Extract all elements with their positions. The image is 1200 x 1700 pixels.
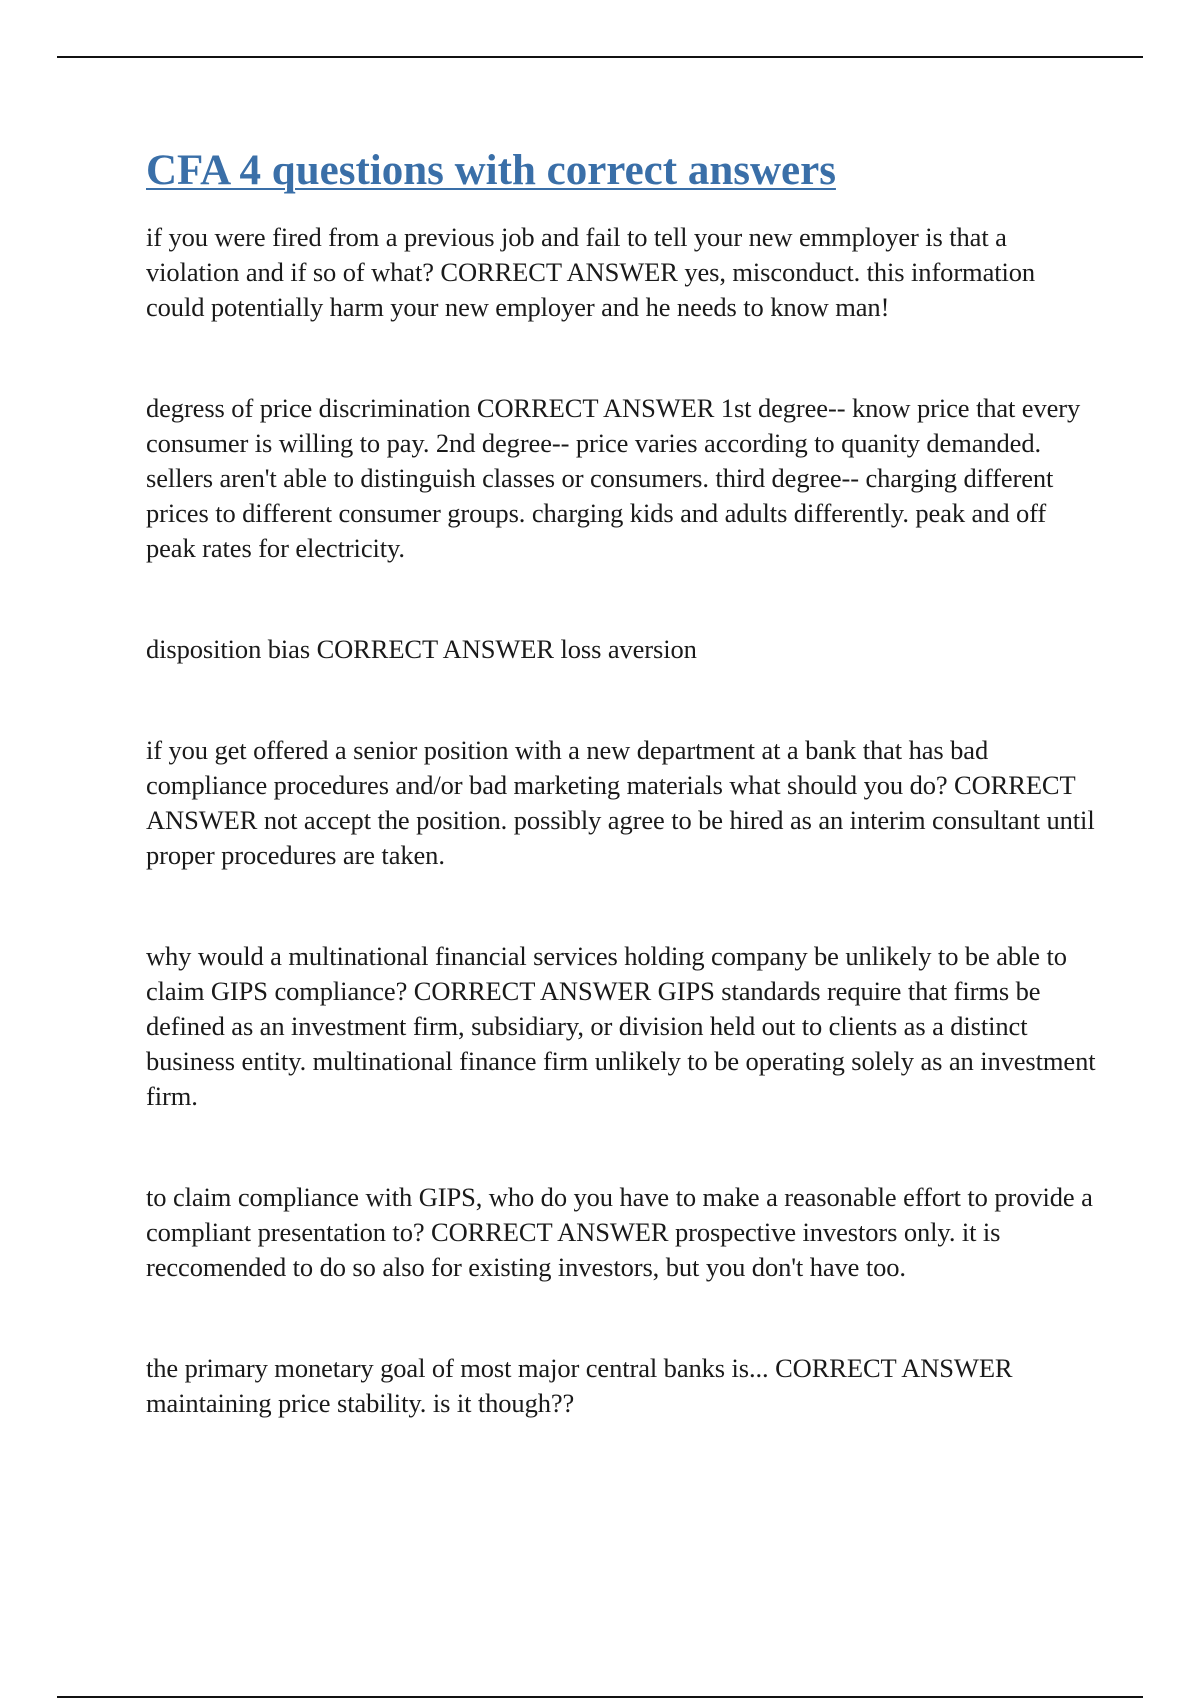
bottom-rule bbox=[57, 1696, 1143, 1698]
qa-entry: if you were fired from a previous job and fail to tell your new emmployer is that a violation and if so of what? CORRECT ANSWER yes, misconduct. this information could potentially harm your new employer and he needs to know man! bbox=[146, 222, 1036, 322]
document-title: CFA 4 questions with correct answers bbox=[146, 147, 836, 194]
qa-entry: to claim compliance with GIPS, who do you have to make a reasonable effort to provide a compliant presentation to? CORRECT ANSWER prospective investors only. it is reccomended to do so also for existing investors, but you don't have too. bbox=[146, 1182, 1093, 1282]
qa-entry: why would a multinational financial services holding company be unlikely to be able to claim GIPS compliance? CORRECT ANSWER GIPS standards require that firms be defined as an investment firm, subsidiary, or division held out to clients as a distinct business entity. multinational finance firm unlikely to be operating solely as an investment firm. bbox=[146, 941, 1096, 1111]
document-body bbox=[146, 142, 1096, 1421]
qa-entry: the primary monetary goal of most major central banks is... CORRECT ANSWER maintaining price stability. is it though?? bbox=[146, 1353, 1013, 1418]
top-rule bbox=[57, 56, 1143, 58]
qa-entry: degress of price discrimination CORRECT ANSWER 1st degree-- know price that every consumer is willing to pay. 2nd degree-- price varies according to quanity demanded. sellers aren't able to distinguish classes or consumers. third degree-- charging different prices to different consumer groups. charging kids and adults differently. peak and off peak rates for electricity. bbox=[146, 393, 1081, 563]
qa-entry: disposition bias CORRECT ANSWER loss aversion bbox=[146, 634, 697, 664]
qa-entry: if you get offered a senior position with a new department at a bank that has bad compliance procedures and/or bad marketing materials what should you do? CORRECT ANSWER not accept the position. possibly agree to be hired as an interim consultant until proper procedures are taken. bbox=[146, 735, 1095, 870]
